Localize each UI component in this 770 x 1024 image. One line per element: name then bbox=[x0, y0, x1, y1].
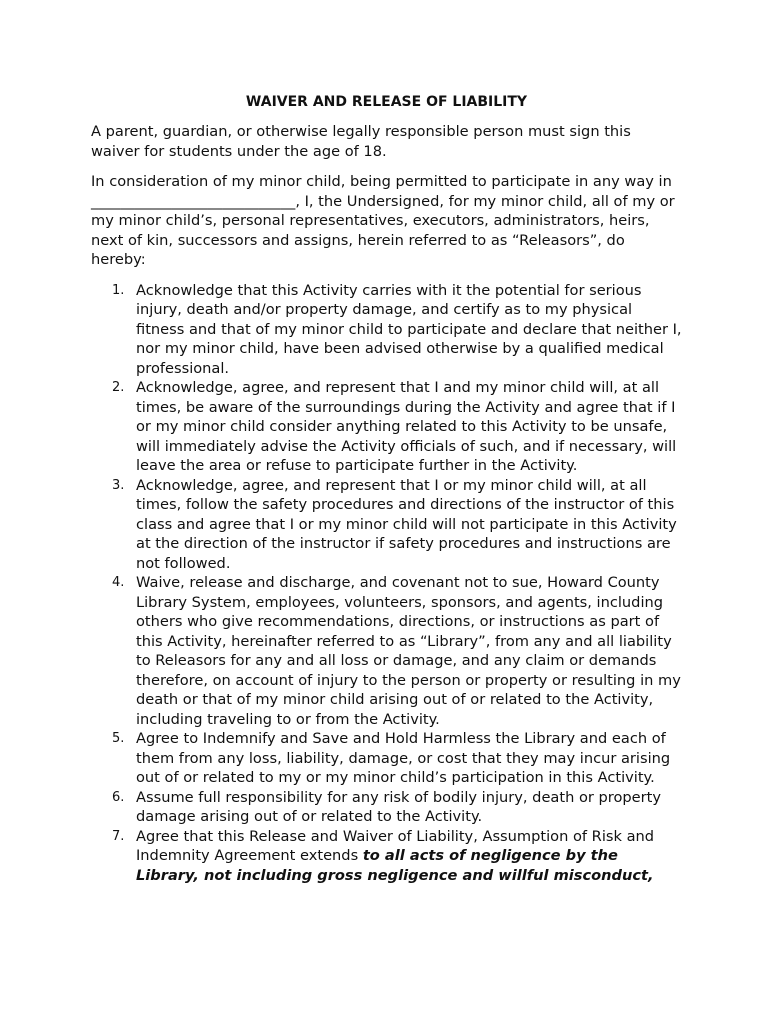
clause-list bbox=[91, 281, 682, 886]
list-item bbox=[91, 378, 682, 476]
clause-text: Acknowledge, agree, and represent that I and my minor child will, at all times, be aware of the surroundings during the Activity and agree that if I or my minor child consider anything related to this Activity to be unsafe, will immediately advise the Activity officials of such, and if necessary, will leave the area or refuse to participate further in the Activity. bbox=[136, 379, 677, 474]
clause-text: Agree to Indemnify and Save and Hold Harmless the Library and each of them from any loss, liability, damage, or cost that they may incur arising out of or related to my or my minor child’s participation in this Activity. bbox=[136, 730, 671, 786]
list-item bbox=[91, 788, 682, 827]
list-item bbox=[91, 729, 682, 788]
clause-text: Agree that this Release and Waiver of Liability, Assumption of Risk and Indemnity Agreement extends bbox=[136, 827, 655, 864]
list-item bbox=[91, 281, 682, 379]
list-item bbox=[91, 827, 682, 886]
intro-paragraph: A parent, guardian, or otherwise legally responsible person must sign this waiver for students under the age of 18. bbox=[91, 123, 631, 160]
clause-text: Assume full responsibility for any risk of bodily injury, death or property damage arising out of or related to the Activity. bbox=[136, 788, 662, 825]
clause-number: 3. bbox=[112, 477, 125, 493]
clause-number: 5. bbox=[112, 731, 125, 746]
consideration-paragraph: In consideration of my minor child, being permitted to participate in any way in ____________________________, I, the Undersigned, for my minor child, all of my or my minor child’s, personal representatives, executors, administrators, heirs, next of kin, successors and assigns, herein referred to as “Releasors”, do hereby: bbox=[91, 173, 675, 268]
clause-text: Waive, release and discharge, and covenant not to sue, Howard County Library System, employees, volunteers, sponsors, and agents, including others who give recommendations, directions, or instructions as part of this Activity, hereinafter referred to as “Library”, from any and all liability to Releasors for any and all loss or damage, and any claim or demands therefore, on account of injury to the person or property or resulting in my death or that of my minor child arising out of or related to the Activity, including traveling to or from the Activity. bbox=[136, 574, 681, 728]
clause-emphasis: to all acts of negligence by the Library, not including gross negligence and willful misconduct, bbox=[136, 847, 654, 884]
clause-text: Acknowledge, agree, and represent that I or my minor child will, at all times, follow the safety procedures and directions of the instructor of this class and agree that I or my minor child will not participate in this Activity at the direction of the instructor if safety procedures and instructions are not followed. bbox=[136, 476, 677, 572]
clause-number: 4. bbox=[112, 575, 125, 590]
clause-number: 7. bbox=[112, 828, 125, 844]
clause-text: Acknowledge that this Activity carries with it the potential for serious injury, death and/or property damage, and certify as to my physical fitness and that of my minor child to participate and declare that neither I, nor my minor child, have been advised otherwise by a qualified medical professional. bbox=[136, 281, 682, 377]
clause-number: 1. bbox=[112, 282, 125, 298]
clause-number: 6. bbox=[112, 789, 125, 805]
document-title: WAIVER AND RELEASE OF LIABILITY bbox=[245, 94, 528, 110]
clause-number: 2. bbox=[112, 380, 125, 395]
list-item bbox=[91, 573, 682, 729]
list-item bbox=[91, 476, 682, 574]
